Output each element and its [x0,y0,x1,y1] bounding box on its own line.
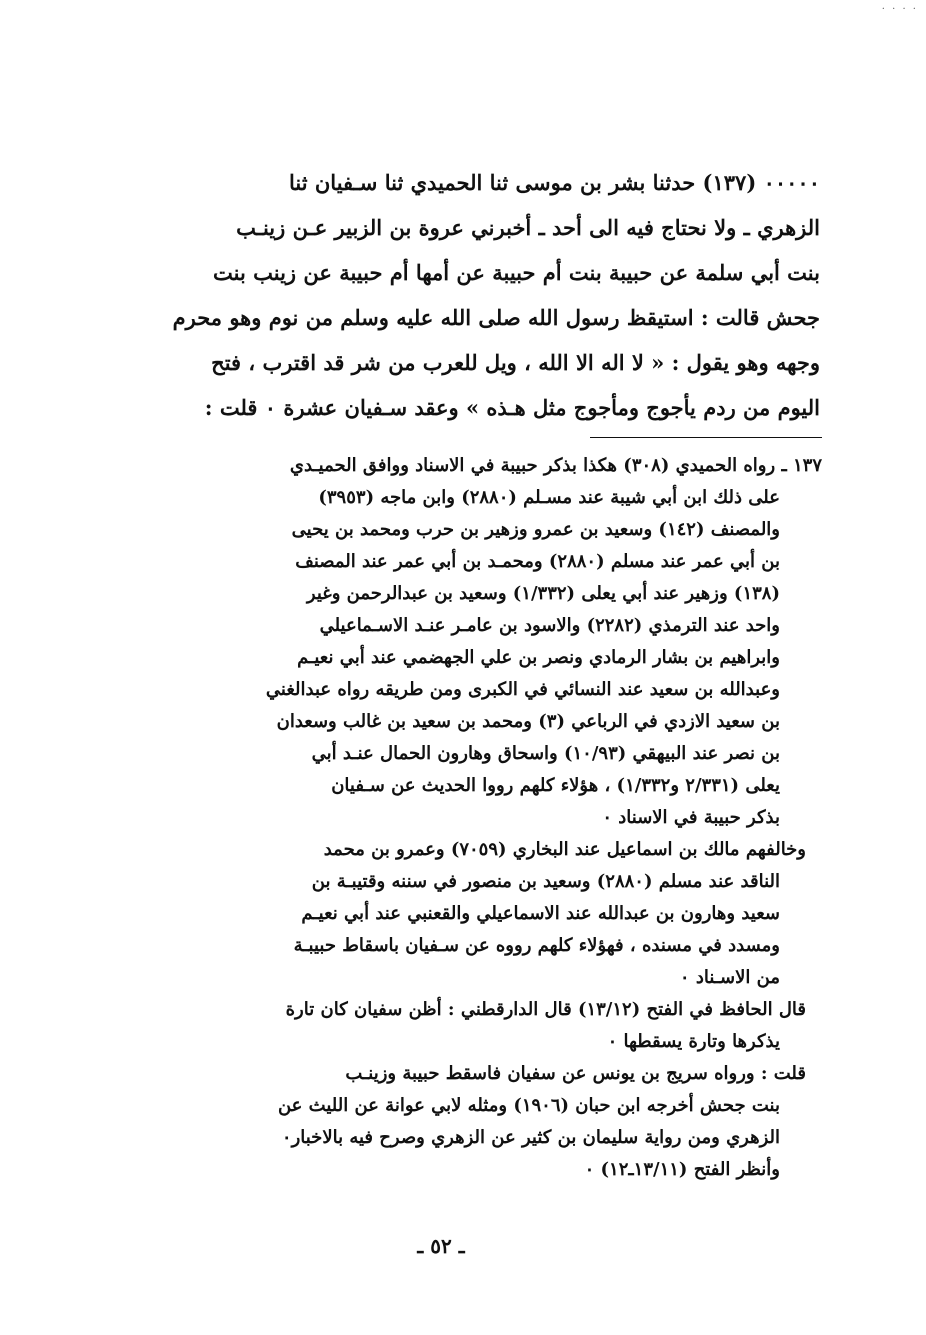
footnote-line: والمصنف (١٤٢) وسعيد بن عمرو وزهير بن حرب ومحمد بن يحيى [291,519,780,540]
hadith-text [100,160,820,430]
hadith-line: جحش قالت : استيقظ رسول الله صلى الله عليه وسلم من نوم وهو محرم [172,305,820,330]
hadith-line: وجهه وهو يقول : « لا اله الا الله ، ويل للعرب من شر قد اقترب ، فتح [211,350,820,375]
hadith-line: الزهري ـ ولا نحتاج فيه الى أحد ـ أخبرني عروة بن الزبير عـن زينـب [236,215,820,240]
footnote-line: بنت جحش أخرجه ابن حبان (١٩٠٦) ومثله لابي عوانة عن الليث عن [277,1095,780,1116]
footnote-line: على ذلك ابن أبي شيبة عند مسـلم (٢٨٨٠) وابن ماجه (٣٩٥٣) [318,487,780,508]
hadith-line: ٠٠٠٠٠ (١٣٧) حدثنا بشر بن موسى ثنا الحميدي ثنا سـفيان ثنا [288,170,820,195]
footnote-line: بن سعيد الازدي في الرباعي (٣) ومحمد بن سعيد بن غالب وسعدان [276,711,780,732]
footnote-line: وأنظر الفتح (١٣/١١ـ١٢) ٠ [584,1159,780,1180]
footnote-line: بن أبي عمر عند مسلم (٢٨٨٠) ومحمـد بن أبي عمر عند المصنف [295,551,780,572]
footnote-line: ومسدد في مسنده ، فهؤلاء كلهم رووه عن سـفيان باسقاط حبيبـة [293,935,780,956]
footnote-line: واحد عند الترمذي (٢٢٨٢) والاسود بن عامـر عنـد الاسـماعيلي [319,615,780,636]
footnote-line: (١٣٨) وزهير عند أبي يعلى (١/٣٣٢) وسعيد بن عبدالرحمن وغير [306,583,780,604]
hadith-line: بنت أبي سلمة عن حبيبة بنت أم حبيبة عن أمها أم حبيبة عن زينب بنت [213,260,820,285]
footnote-separator [590,437,822,438]
footnote-line: بن نصر عند البيهقي (١٠/٩٣) واسحاق وهارون الحمال عنـد أبي [311,743,780,764]
footnote-line: سعيد وهارون بن عبدالله عند الاسماعيلي والقعنبي عند أبي نعيـم [301,903,780,924]
footnote-line: ١٣٧ ـ رواه الحميدي (٣٠٨) هكذا بذكر حبيبة في الاسناد ووافق الحميـدي [289,455,822,476]
footnote-line: قلت : ورواه سريج بن يونس عن سفيان فاسقط حبيبة وزينـب [345,1063,806,1084]
footnote-line: الزهري ومن رواية سليمان بن كثير عن الزهري وصرح فيه بالاخبار٠ [281,1127,780,1148]
footnote-line: بذكر حبيبة في الاسناد ٠ [602,807,780,828]
footnote-line: وابراهيم بن بشار الرمادي ونصر بن علي الجهضمي عند أبي نعيـم [297,647,780,668]
footnote-line: يذكرها وتارة يسقطها ٠ [607,1031,780,1052]
footnote-line: وخالفهم مالك بن اسماعيل عند البخاري (٧٠٥٩) وعمرو بن محمد [323,839,806,860]
corner-mark: · · · · [881,4,918,15]
footnote-line: من الاسـناد ٠ [679,967,780,988]
footnote-line: وعبدالله بن سعيد عند النسائي في الكبرى ومن طريقه رواه عبدالغني [265,679,780,700]
footnote-line: الناقد عند مسلم (٢٨٨٠) وسعيد بن منصور في سننه وقتيبـة بن [311,871,780,892]
hadith-line: اليوم من ردم يأجوج ومأجوج مثل هـذه » وعقد سـفيان عشرة ٠ قلت : [204,395,820,420]
footnote-line: يعلى (٢/٣٣١ و١/٣٣٢) ، هؤلاء كلهم رووا الحديث عن سـفيان [331,775,780,796]
page-number: ـ ٥٢ ـ [417,1234,465,1258]
footnote-line: قال الحافظ في الفتح (١٣/١٢) قال الدارقطني : أظن سفيان كان تارة [285,999,806,1020]
footnotes [96,450,822,1186]
